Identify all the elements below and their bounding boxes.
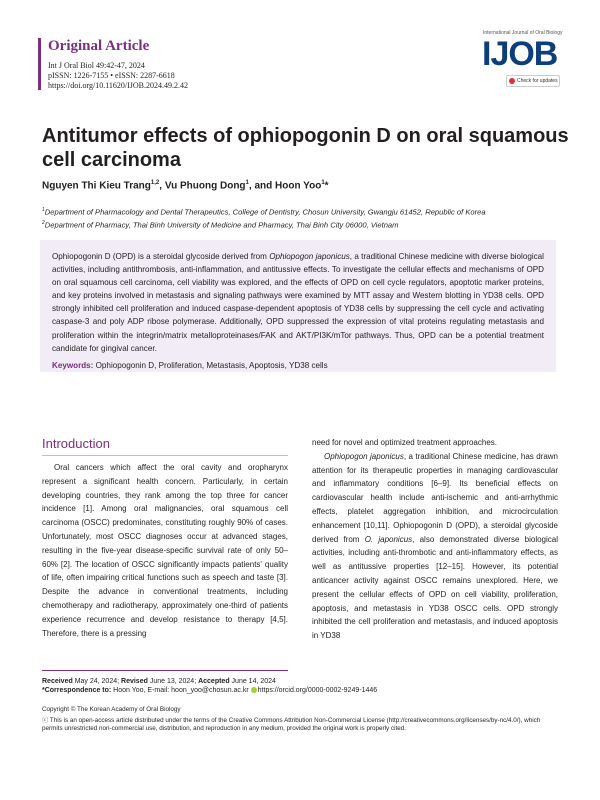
intro-paragraph-continued: need for novel and optimized treatment approaches.	[312, 438, 498, 447]
affiliations	[42, 205, 582, 230]
paragraph-text: , a traditional Chinese medicine, has drawn attention for its therapeutic properties in managing cardiovascular and inflammatory conditions [6–9]. Its beneficial effects on cardiovascular health include anti-ischemic and anti-arrhythmic effects, platelet aggregation inhibition, and microcirculation enhancement [10,11]. Ophiopogonin D (OPD), a steroidal glycoside derived from	[312, 451, 558, 544]
species-name: Ophiopogon japonicus	[269, 252, 350, 261]
left-column	[42, 461, 288, 640]
citation: Int J Oral Biol 49:42-47, 2024	[48, 61, 145, 70]
correspondence-line	[42, 686, 377, 695]
author-name: Hoon Yoo	[275, 180, 322, 192]
revised-label: Revised	[121, 678, 148, 685]
received-label: Received	[42, 678, 73, 685]
article-type: Original Article	[48, 38, 150, 54]
journal-name: International Journal of Oral Biology	[483, 30, 563, 36]
check-updates-label: Check for updates	[517, 78, 558, 84]
copyright: Copyright © The Korean Academy of Oral Biology	[42, 706, 181, 713]
accepted-date: June 14, 2024	[229, 678, 276, 685]
revised-date: June 13, 2024;	[147, 678, 199, 685]
check-updates-button[interactable]	[506, 75, 560, 87]
license-text: ⓒ This is an open-access article distributed under the terms of the Creative Commons Attribution Non-Commercial License (http://creativecommons.org/licenses/by-nc/4.0/), which permits unrestricted non-commercial use, distribution, and reproduction in any medium, provided the original work is properly cited.	[42, 716, 541, 732]
received-date: May 24, 2024;	[72, 678, 122, 685]
citation-meta	[48, 61, 188, 91]
affiliation-text: Department of Pharmacy, Thai Binh University of Medicine and Pharmacy, Thai Binh City 06000, Vietnam	[44, 220, 399, 230]
author-separator: , and	[248, 180, 276, 192]
author-affil-mark: 1,2	[150, 180, 160, 186]
orcid-link[interactable]: https://orcid.org/0000-0002-9249-1446	[257, 687, 378, 694]
correspondence-text: Hoon Yoo, E-mail: hoon_yoo@chosun.ac.kr	[111, 687, 251, 694]
keywords	[52, 360, 544, 372]
intro-paragraph: Oral cancers which affect the oral cavity and oropharynx represent a significant health concern. Particularly, in certain developing countries, they rank among the top three for cancer incidence [1]. Among oral malignancies, oral squamous cell carcinoma (OSCC) predominates, constituting roughly 90% of cases. Unfortunately, most OSCC diagnoses occur at advanced stages, resulting in the five-year disease-specific survival rate of only 50–60% [2]. The location of OSCC significantly impacts patients' quality of life, often impairing critical functions such as speech and taste [3]. Despite the advance in conventional treatments, including chemotherapy and radiotherapy, approximately one-third of patients experience recurrence and develop resistance to therapy [4,5]. Therefore, there is a pressing	[42, 463, 288, 638]
author-separator: ,	[159, 180, 165, 192]
check-updates-icon	[509, 78, 515, 84]
author-affil-mark: 1	[321, 180, 325, 186]
keywords-text: Ophiopogonin D, Proliferation, Metastasis, Apoptosis, YD38 cells	[93, 360, 328, 370]
abstract-text: Ophiopogonin D (OPD) is a steroidal glycoside derived from	[52, 252, 270, 261]
author-affil-mark: 1	[245, 180, 249, 186]
author-name: Nguyen Thi Kieu Trang	[42, 180, 151, 192]
keywords-label: Keywords:	[52, 360, 94, 370]
footer-divider	[42, 670, 288, 671]
doi-link[interactable]: https://doi.org/10.11620/IJOB.2024.49.2.42	[48, 81, 189, 90]
orcid-icon	[251, 687, 257, 693]
section-divider	[42, 455, 288, 456]
article-title: Antitumor effects of ophiopogonin D on oral squamous cell carcinoma	[42, 125, 569, 171]
copyright-block	[42, 706, 562, 736]
right-column	[312, 436, 558, 643]
journal-logo: IJOB	[482, 35, 558, 73]
species-name: Ophiopogon japonicus	[324, 451, 404, 461]
article-dates	[42, 677, 377, 695]
abstract-box	[40, 240, 556, 372]
affiliation-text: Department of Pharmacology and Dental Therapeutics, College of Dentistry, Chosun University, Gwangju 61452, Republic of Korea	[44, 207, 486, 217]
corresponding-mark: *	[324, 180, 329, 192]
affiliation-number: 1	[42, 207, 45, 213]
section-heading-introduction: Introduction	[42, 436, 110, 451]
affiliation	[42, 218, 582, 231]
paragraph-text: , also demonstrated diverse biological activities, including anti-thrombotic and anti-inflammatory effects, as well as antitussive properties [12–15]. However, its potential anticancer activity against OSCC remains unexplored. Here, we present the cellular effects of OPD on cell viability, proliferation, apoptosis, and metastasis in YD38 OSCC cells. OPD strongly inhibited the cell proliferation and metastasis, and induced apoptosis in YD38	[312, 534, 558, 641]
intro-paragraph	[312, 450, 558, 643]
abstract	[52, 250, 544, 355]
author-name: Vu Phuong Dong	[164, 180, 246, 192]
abstract-text: , a traditional Chinese medicine with diverse biological activities, including antithrombosis, anti-inflammation, and antitussive effects. To investigate the cellular effects and mechanisms of OPD on oral squamous cell carcinoma, cell viability was explored, and the effects of OPD on cell cycle regulators, apoptotic marker proteins, and key proteins involved in metastasis and signaling pathways were examined by MTT assay and Western blotting in YD38 cells. OPD strongly inhibited cell proliferation and induced caspase-dependent apoptosis of YD38 cells by suppressing the cell cycle and activating caspase-3 and poly ADP ribose polymerase. Additionally, OPD suppressed the expression of vital proteins regulating metastasis and proliferation within the integrin/matrix metalloproteinases/FAK and AKT/PI3K/mTor pathways. Thus, OPD can be a potential treatment candidate for gingival cancer.	[52, 252, 544, 353]
header-accent-bar	[38, 38, 41, 90]
dates-line	[42, 677, 377, 686]
correspondence-label: *Correspondence to:	[42, 687, 112, 694]
species-name: O. japonicus	[364, 534, 413, 544]
affiliation	[42, 205, 582, 218]
accepted-label: Accepted	[198, 678, 230, 685]
issn: pISSN: 1226-7155 • eISSN: 2287-6618	[48, 71, 175, 80]
author-list	[42, 180, 329, 191]
affiliation-number: 2	[42, 219, 45, 226]
